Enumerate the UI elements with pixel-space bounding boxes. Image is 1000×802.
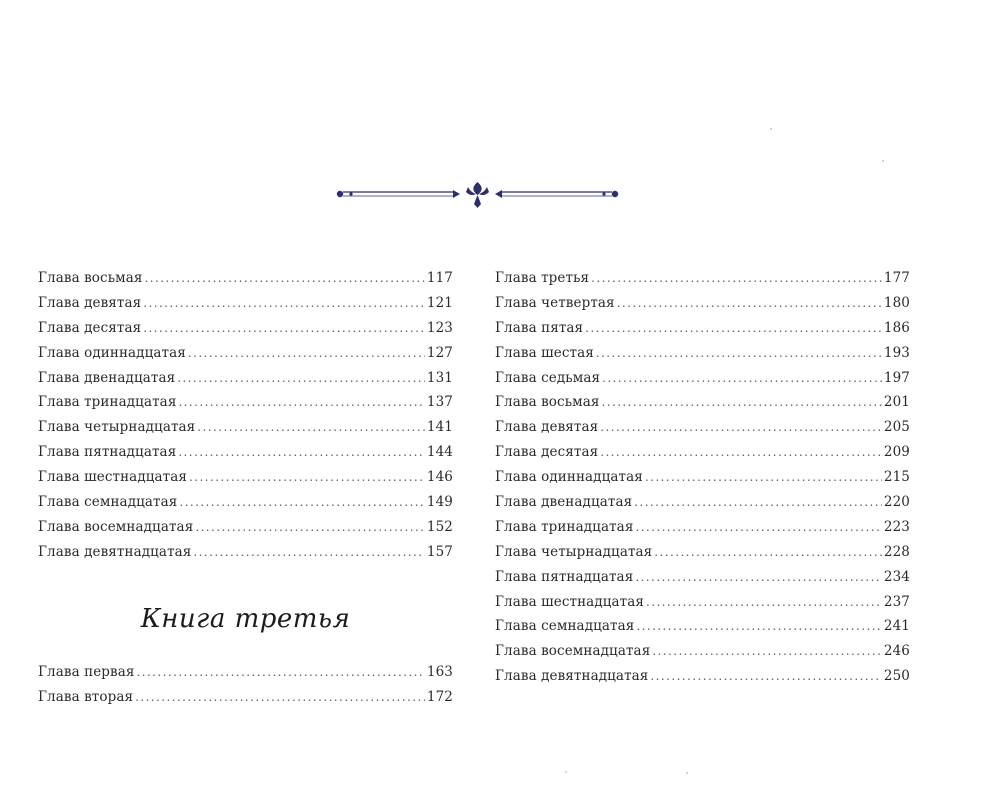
toc-entry bbox=[38, 660, 453, 685]
toc-entry-title: Глава третья bbox=[495, 270, 590, 286]
dot-leader bbox=[143, 316, 425, 341]
book-heading: Книга третья bbox=[140, 604, 351, 634]
toc-entry bbox=[495, 390, 910, 415]
dot-leader bbox=[178, 440, 425, 465]
toc-entry bbox=[495, 590, 910, 615]
scan-speck bbox=[686, 772, 688, 774]
toc-entry-title: Глава восьмая bbox=[38, 270, 143, 286]
dot-leader bbox=[596, 341, 882, 366]
toc-entry-page-number: 144 bbox=[426, 444, 453, 461]
toc-entry bbox=[38, 266, 453, 291]
toc-entry bbox=[38, 465, 453, 490]
toc-entry bbox=[38, 366, 453, 391]
toc-entry bbox=[495, 341, 910, 366]
toc-entry bbox=[38, 341, 453, 366]
dot-leader bbox=[197, 415, 425, 440]
dot-leader bbox=[654, 540, 882, 565]
toc-entry-page-number: 186 bbox=[883, 319, 910, 336]
dot-leader bbox=[602, 366, 882, 391]
scan-speck bbox=[770, 128, 772, 130]
toc-entry-title: Глава пятая bbox=[495, 319, 584, 336]
dot-leader bbox=[635, 515, 881, 540]
toc-entry-title: Глава семнадцатая bbox=[495, 618, 635, 635]
toc-entry bbox=[495, 316, 910, 341]
toc-entry bbox=[495, 540, 910, 565]
toc-entry-title: Глава четырнадцатая bbox=[495, 543, 653, 560]
dot-leader bbox=[145, 266, 425, 291]
toc-list-book-three-continued bbox=[495, 266, 910, 689]
toc-entry-title: Глава девятнадцатая bbox=[38, 543, 192, 560]
dot-leader bbox=[636, 614, 882, 639]
toc-entry bbox=[38, 540, 453, 565]
dot-leader bbox=[645, 465, 882, 490]
toc-entry-page-number: 152 bbox=[426, 518, 453, 535]
toc-entry-page-number: 223 bbox=[883, 518, 910, 535]
dot-leader bbox=[650, 664, 882, 689]
toc-entry-title: Глава четвертая bbox=[495, 294, 615, 311]
dot-leader bbox=[135, 685, 425, 710]
toc-entry-page-number: 209 bbox=[883, 444, 910, 461]
toc-entry-page-number: 205 bbox=[883, 419, 910, 436]
dot-leader bbox=[591, 266, 882, 291]
toc-entry-title: Глава восьмая bbox=[495, 394, 600, 411]
toc-entry-title: Глава тринадцатая bbox=[495, 518, 634, 535]
dot-leader bbox=[189, 465, 425, 490]
toc-entry bbox=[495, 440, 910, 465]
dot-leader bbox=[617, 291, 882, 316]
dot-leader bbox=[635, 565, 882, 590]
scan-speck bbox=[882, 160, 884, 162]
toc-entry-title: Глава шестая bbox=[495, 344, 594, 361]
toc-entry-title: Глава двенадцатая bbox=[38, 369, 176, 386]
dot-leader bbox=[652, 639, 882, 664]
toc-entry bbox=[495, 639, 910, 664]
toc-entry-page-number: 250 bbox=[883, 668, 910, 685]
toc-entry bbox=[495, 291, 910, 316]
dot-leader bbox=[600, 415, 882, 440]
toc-entry-title: Глава одиннадцатая bbox=[495, 469, 643, 486]
toc-list-book-two bbox=[38, 266, 453, 565]
toc-entry bbox=[495, 266, 910, 291]
toc-entry-page-number: 157 bbox=[426, 543, 453, 560]
toc-entry-page-number: 172 bbox=[426, 688, 453, 705]
toc-entry-page-number: 146 bbox=[426, 469, 453, 486]
toc-entry bbox=[495, 515, 910, 540]
toc-entry-title: Глава десятая bbox=[38, 319, 142, 336]
dot-leader bbox=[188, 341, 425, 366]
toc-entry bbox=[38, 515, 453, 540]
toc-entry-title: Глава четырнадцатая bbox=[38, 419, 196, 436]
toc-entry-title: Глава шестнадцатая bbox=[38, 469, 187, 486]
toc-entry-title: Глава пятнадцатая bbox=[495, 568, 634, 585]
toc-entry-page-number: 149 bbox=[426, 494, 453, 511]
toc-entry-page-number: 131 bbox=[426, 369, 453, 386]
toc-entry bbox=[495, 415, 910, 440]
toc-entry-page-number: 246 bbox=[883, 643, 910, 660]
toc-entry-page-number: 197 bbox=[883, 369, 910, 386]
toc-entry bbox=[495, 490, 910, 515]
dot-leader bbox=[646, 590, 882, 615]
toc-entry bbox=[38, 440, 453, 465]
dot-leader bbox=[179, 490, 425, 515]
toc-entry-title: Глава седьмая bbox=[495, 369, 601, 386]
toc-entry-title: Глава тринадцатая bbox=[38, 394, 177, 411]
toc-entry bbox=[38, 685, 453, 710]
toc-entry-page-number: 180 bbox=[883, 294, 910, 311]
ornament-divider bbox=[335, 178, 620, 212]
toc-entry-title: Глава семнадцатая bbox=[38, 494, 178, 511]
toc-entry-title: Глава девятая bbox=[495, 419, 599, 436]
toc-entry-title: Глава одиннадцатая bbox=[38, 344, 186, 361]
toc-entry-title: Глава девятая bbox=[38, 294, 142, 311]
toc-list-book-three bbox=[38, 660, 453, 710]
toc-entry bbox=[495, 664, 910, 689]
toc-left-bottom-column bbox=[38, 660, 453, 710]
toc-entry bbox=[495, 366, 910, 391]
toc-entry-page-number: 123 bbox=[426, 319, 453, 336]
dot-leader bbox=[634, 490, 882, 515]
toc-entry-title: Глава восемнадцатая bbox=[495, 643, 651, 660]
toc-entry bbox=[38, 291, 453, 316]
dot-leader bbox=[177, 366, 425, 391]
toc-entry-page-number: 220 bbox=[883, 494, 910, 511]
dot-leader bbox=[602, 390, 882, 415]
toc-entry bbox=[38, 390, 453, 415]
toc-right-column bbox=[495, 266, 910, 689]
dot-leader bbox=[600, 440, 882, 465]
toc-entry-title: Глава пятнадцатая bbox=[38, 444, 177, 461]
toc-entry-title: Глава двенадцатая bbox=[495, 494, 633, 511]
toc-entry-title: Глава первая bbox=[38, 664, 135, 680]
toc-entry-page-number: 121 bbox=[426, 294, 453, 311]
toc-entry-page-number: 163 bbox=[426, 664, 453, 680]
toc-entry-page-number: 137 bbox=[426, 394, 453, 411]
dot-leader bbox=[143, 291, 425, 316]
toc-entry bbox=[495, 565, 910, 590]
toc-entry-title: Глава вторая bbox=[38, 688, 134, 705]
toc-entry-page-number: 234 bbox=[883, 568, 910, 585]
dot-leader bbox=[137, 660, 425, 685]
toc-entry bbox=[38, 415, 453, 440]
toc-entry-title: Глава десятая bbox=[495, 444, 599, 461]
toc-entry-page-number: 141 bbox=[426, 419, 453, 436]
toc-entry-page-number: 117 bbox=[426, 270, 453, 286]
toc-entry bbox=[495, 614, 910, 639]
dot-leader bbox=[585, 316, 882, 341]
dot-leader bbox=[193, 540, 425, 565]
toc-entry-title: Глава девятнадцатая bbox=[495, 668, 649, 685]
scan-speck bbox=[565, 771, 567, 773]
toc-entry-page-number: 241 bbox=[883, 618, 910, 635]
toc-entry-page-number: 127 bbox=[426, 344, 453, 361]
dot-leader bbox=[178, 390, 424, 415]
toc-entry-page-number: 237 bbox=[883, 593, 910, 610]
toc-entry bbox=[38, 490, 453, 515]
toc-entry-page-number: 193 bbox=[883, 344, 910, 361]
toc-entry-page-number: 201 bbox=[883, 394, 910, 411]
dot-leader bbox=[195, 515, 425, 540]
toc-entry-title: Глава восемнадцатая bbox=[38, 518, 194, 535]
toc-left-column bbox=[38, 266, 453, 565]
toc-entry-title: Глава шестнадцатая bbox=[495, 593, 644, 610]
toc-entry-page-number: 177 bbox=[883, 270, 910, 286]
toc-entry-page-number: 228 bbox=[883, 543, 910, 560]
toc-entry-page-number: 215 bbox=[883, 469, 910, 486]
toc-entry bbox=[495, 465, 910, 490]
toc-entry bbox=[38, 316, 453, 341]
